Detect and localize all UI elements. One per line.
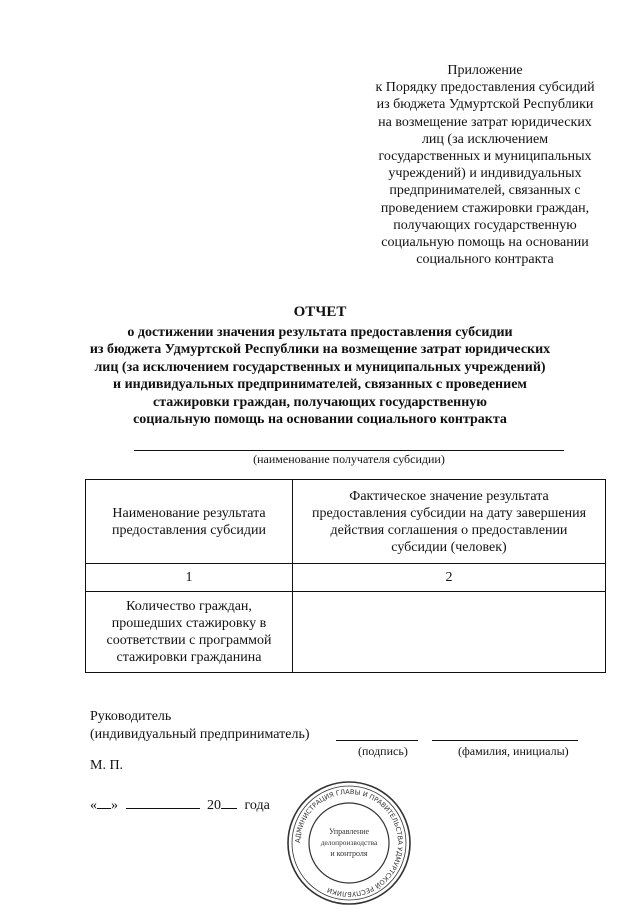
- cell-line: Количество граждан,: [126, 599, 252, 614]
- year-word: года: [244, 798, 270, 813]
- signatory-block: [90, 708, 310, 744]
- appendix-block: [350, 62, 620, 268]
- full-name-caption: (фамилия, инициалы): [458, 744, 569, 758]
- report-title-line: из бюджета Удмуртской Республики на возмещение затрат юридических: [89, 342, 551, 357]
- report-title-line: о достижении значения результата предоставления субсидии: [127, 324, 513, 340]
- appendix-line: государственных и муниципальных: [378, 149, 592, 165]
- stamp-ring-text: АДМИНИСТРАЦИЯ ГЛАВЫ И ПРАВИТЕЛЬСТВА УДМУРТСКОЙ РЕСПУБЛИКИ: [293, 787, 405, 899]
- result-value-cell[interactable]: [293, 592, 606, 673]
- day-field[interactable]: [97, 794, 111, 809]
- result-name-cell: [86, 592, 293, 673]
- column-number-2: 2: [293, 564, 606, 592]
- date-quote-close: »: [111, 798, 118, 813]
- stamp-inner-line: делопроизводства: [320, 838, 378, 847]
- table-row: [86, 592, 606, 673]
- report-title-line: стажировки граждан, получающих государственную: [153, 394, 487, 410]
- appendix-line: предпринимателей, связанных с: [389, 183, 581, 199]
- date-quote-open: «: [90, 798, 97, 813]
- column-number-1: 1: [86, 564, 293, 592]
- appendix-line: лиц (за исключением: [421, 131, 549, 147]
- recipient-name-line[interactable]: [134, 450, 564, 451]
- table-header-cell-2: [293, 480, 606, 564]
- appendix-line: из бюджета Удмуртской Республики: [376, 97, 594, 113]
- report-title-line: лиц (за исключением государственных и муниципальных учреждений): [94, 359, 546, 375]
- year-prefix: 20: [207, 798, 221, 813]
- header-line: предоставления субсидии: [111, 522, 267, 538]
- result-table: [85, 479, 606, 673]
- recipient-caption: (наименование получателя субсидии): [253, 452, 445, 466]
- header-line: действия соглашения о предоставлении: [330, 522, 568, 538]
- table-header-row: [86, 480, 606, 564]
- header-line: предоставления субсидии на дату завершения: [311, 505, 587, 521]
- date-row: [90, 794, 270, 814]
- header-line: Фактическое значение результата: [349, 488, 549, 504]
- header-line: Наименование результата: [112, 505, 266, 521]
- stamp-inner-line: Управление: [328, 827, 370, 836]
- cell-line: стажировки гражданина: [116, 650, 262, 665]
- appendix-line: учреждений) и индивидуальных: [388, 166, 582, 182]
- appendix-line: Приложение: [447, 63, 523, 78]
- year-field[interactable]: [221, 794, 237, 809]
- report-heading: ОТЧЕТ: [293, 304, 347, 320]
- cell-line: соответствии с программой: [106, 633, 272, 648]
- header-line: субсидии (человек): [391, 539, 507, 555]
- cell-line: прошедших стажировку в: [111, 616, 267, 631]
- signature-caption: (подпись): [358, 744, 408, 758]
- report-title-line: социальную помощь на основании социального контракта: [133, 412, 507, 427]
- appendix-line: социальную помощь на основании: [381, 235, 589, 251]
- appendix-line: социального контракта: [416, 252, 554, 268]
- signatory-role-detail: (индивидуальный предприниматель): [90, 727, 310, 742]
- signature-line[interactable]: [336, 740, 418, 741]
- official-stamp: [284, 778, 414, 908]
- seal-place-label: М. П.: [90, 758, 124, 773]
- report-title-block: [70, 304, 570, 429]
- table-number-row: [86, 564, 606, 592]
- report-title-line: и индивидуальных предпринимателей, связанных с проведением: [113, 377, 527, 392]
- appendix-line: к Порядку предоставления субсидий: [375, 80, 595, 96]
- table-header-cell-1: [86, 480, 293, 564]
- appendix-line: проведением стажировки граждан,: [380, 200, 590, 216]
- month-field[interactable]: [126, 794, 200, 809]
- full-name-line[interactable]: [432, 740, 578, 741]
- stamp-inner-line: и контроля: [330, 849, 368, 858]
- signatory-role: Руководитель: [90, 709, 172, 724]
- appendix-line: получающих государственную: [393, 217, 577, 233]
- appendix-line: на возмещение затрат юридических: [378, 114, 592, 130]
